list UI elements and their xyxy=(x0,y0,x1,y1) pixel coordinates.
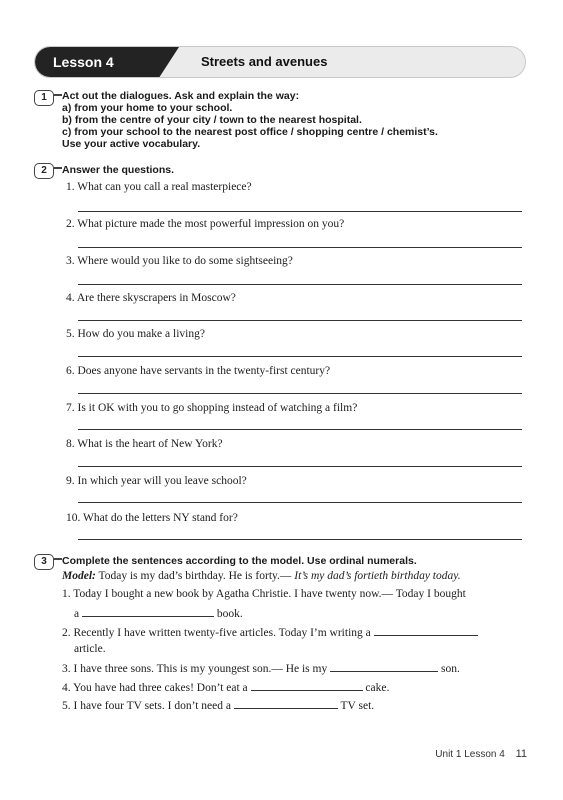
footer-unit: Unit 1 Lesson 4 xyxy=(435,749,505,760)
sentence-number: 3. xyxy=(62,663,71,675)
question-7: 7. Is it OK with you to go shopping instead of watching a film? xyxy=(66,402,358,414)
lesson-banner xyxy=(34,46,526,78)
sentence-text: Today I bought a new book by Agatha Christie. I have twenty now.— Today I bought xyxy=(73,588,466,600)
model-text: Today is my dad’s birthday. He is forty.— xyxy=(98,570,295,582)
question-4: 4. Are there skyscrapers in Moscow? xyxy=(66,292,236,304)
exercise-2-instruction: Answer the questions. xyxy=(62,164,175,176)
answer-line-2[interactable] xyxy=(78,247,522,248)
question-6: 6. Does anyone have servants in the twenty-first century? xyxy=(66,365,331,377)
fill-blank-5[interactable] xyxy=(234,698,338,709)
sentence-5 xyxy=(62,698,374,713)
sentence-text: son. xyxy=(440,663,460,675)
sentence-number: 4. xyxy=(62,682,71,694)
sentence-1-cont xyxy=(74,606,243,621)
answer-line-7[interactable] xyxy=(78,429,522,430)
fill-blank-3[interactable] xyxy=(330,661,438,672)
exercise-1-instructions xyxy=(62,90,438,150)
exercise-1-line: Use your active vocabulary. xyxy=(62,138,201,150)
exercise-1-line: Act out the dialogues. Ask and explain the way: xyxy=(62,90,300,102)
answer-line-5[interactable] xyxy=(78,356,522,357)
question-10: 10. What do the letters NY stand for? xyxy=(66,512,238,524)
question-9: 9. In which year will you leave school? xyxy=(66,475,247,487)
answer-line-6[interactable] xyxy=(78,393,522,394)
sentence-text: book. xyxy=(216,608,243,620)
sentence-text: I have four TV sets. I don’t need a xyxy=(73,700,231,712)
answer-line-9[interactable] xyxy=(78,502,522,503)
page-number: 11 xyxy=(515,748,527,760)
exercise-1-line: c) from your school to the nearest post office / shopping centre / chemist’s. xyxy=(62,126,438,138)
model-label: Model: xyxy=(62,570,96,582)
banner-separator xyxy=(149,47,179,77)
exercise-1-line: a) from your home to your school. xyxy=(62,102,233,114)
exercise-3-instruction: Complete the sentences according to the model. Use ordinal numerals. xyxy=(62,555,417,567)
sentence-text: Recently I have written twenty-five articles. Today I’m writing a xyxy=(73,627,371,639)
question-5: 5. How do you make a living? xyxy=(66,328,205,340)
question-3: 3. Where would you like to do some sightseeing? xyxy=(66,255,293,267)
sentence-number: 1. xyxy=(62,588,71,600)
lesson-title: Streets and avenues xyxy=(201,54,328,69)
exercise-1-line: b) from the centre of your city / town to the nearest hospital. xyxy=(62,114,362,126)
fill-blank-4[interactable] xyxy=(251,680,363,691)
lesson-label: Lesson 4 xyxy=(35,47,149,77)
answer-line-1[interactable] xyxy=(78,211,522,212)
model-sentence xyxy=(62,570,461,583)
sentence-3 xyxy=(62,661,460,676)
answer-line-8[interactable] xyxy=(78,466,522,467)
sentence-number: 2. xyxy=(62,627,71,639)
page-footer xyxy=(435,748,527,760)
sentence-text: cake. xyxy=(365,682,390,694)
answer-line-4[interactable] xyxy=(78,320,522,321)
question-8: 8. What is the heart of New York? xyxy=(66,438,223,450)
sentence-text: a xyxy=(74,608,80,620)
question-1: 1. What can you call a real masterpiece? xyxy=(66,181,252,193)
exercise-1-number: 1 xyxy=(34,90,54,106)
exercise-2-number: 2 xyxy=(34,163,54,179)
sentence-2-cont xyxy=(74,643,106,656)
sentence-text: You have had three cakes! Don’t eat a xyxy=(73,682,248,694)
fill-blank-1[interactable] xyxy=(82,606,214,617)
sentence-text: TV set. xyxy=(340,700,375,712)
exercise-3-number: 3 xyxy=(34,554,54,570)
sentence-number: 5. xyxy=(62,700,71,712)
sentence-text: article. xyxy=(74,643,106,655)
sentence-1 xyxy=(62,588,466,601)
sentence-text: I have three sons. This is my youngest son.— He is my xyxy=(73,663,328,675)
model-answer: It’s my dad’s fortieth birthday today. xyxy=(294,570,461,582)
answer-line-3[interactable] xyxy=(78,284,522,285)
sentence-2 xyxy=(62,625,478,640)
answer-line-10[interactable] xyxy=(78,539,522,540)
fill-blank-2[interactable] xyxy=(374,625,478,636)
question-2: 2. What picture made the most powerful impression on you? xyxy=(66,218,345,230)
sentence-4 xyxy=(62,680,389,695)
